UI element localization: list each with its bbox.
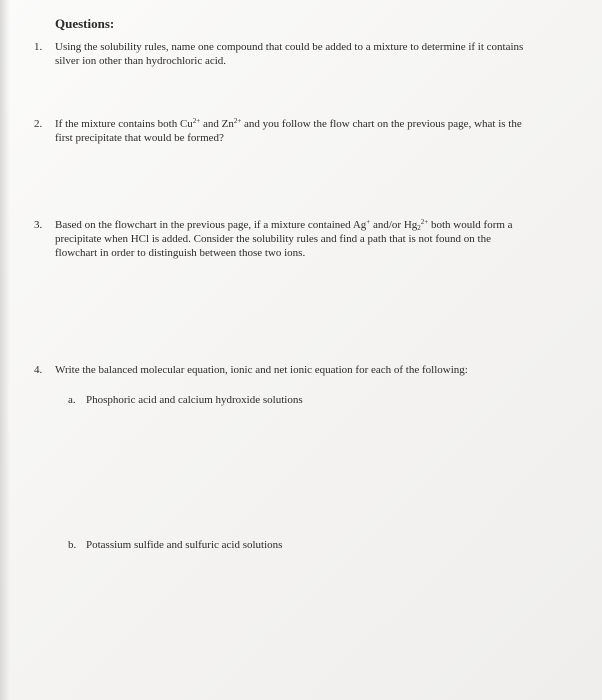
text-run: and you follow the flow chart on the previous page, what is the <box>241 118 522 130</box>
question-number: 4. <box>34 364 43 376</box>
charge-superscript: + <box>366 218 371 226</box>
questions-heading: Questions: <box>55 16 115 31</box>
question-line: first precipitate that would be formed? <box>55 132 224 144</box>
question-line <box>55 117 522 131</box>
question-number: 3. <box>34 219 43 231</box>
question-line: Using the solubility rules, name one compound that could be added to a mixture to determine if it contains <box>55 41 524 53</box>
page-shadow-edge <box>0 0 10 700</box>
subscript: 2 <box>417 224 421 232</box>
question-line: flowchart in order to distinguish between those two ions. <box>55 247 306 259</box>
question-line: silver ion other than hydrochloric acid. <box>55 55 227 67</box>
question-line <box>55 218 513 232</box>
text-run: both would form a <box>428 219 513 231</box>
question-number: 1. <box>34 41 43 53</box>
text-run: and Zn <box>200 118 234 130</box>
sub-question-text: Potassium sulfide and sulfuric acid solutions <box>86 539 283 551</box>
charge-superscript: 2+ <box>192 117 201 125</box>
sub-question-letter: a. <box>68 394 76 406</box>
sub-question-text: Phosphoric acid and calcium hydroxide solutions <box>86 394 303 406</box>
question-line: precipitate when HCl is added. Consider the solubility rules and find a path that is not found on the <box>55 233 491 245</box>
question-4a <box>68 393 468 407</box>
question-text: Write the balanced molecular equation, ionic and net ionic equation for each of the following: <box>55 364 468 376</box>
question-4b <box>68 538 468 552</box>
question-number: 2. <box>34 118 43 130</box>
question-text <box>55 117 522 145</box>
text-run: and/or Hg <box>370 219 418 231</box>
text-run: Based on the flowchart in the previous page, if a mixture contained Ag <box>55 219 367 231</box>
question-text <box>55 40 523 68</box>
question-text <box>55 218 513 260</box>
sub-question-letter: b. <box>68 539 77 551</box>
charge-superscript: 2+ <box>420 218 429 226</box>
text-run: If the mixture contains both Cu <box>55 118 193 130</box>
charge-superscript: 2+ <box>233 117 242 125</box>
